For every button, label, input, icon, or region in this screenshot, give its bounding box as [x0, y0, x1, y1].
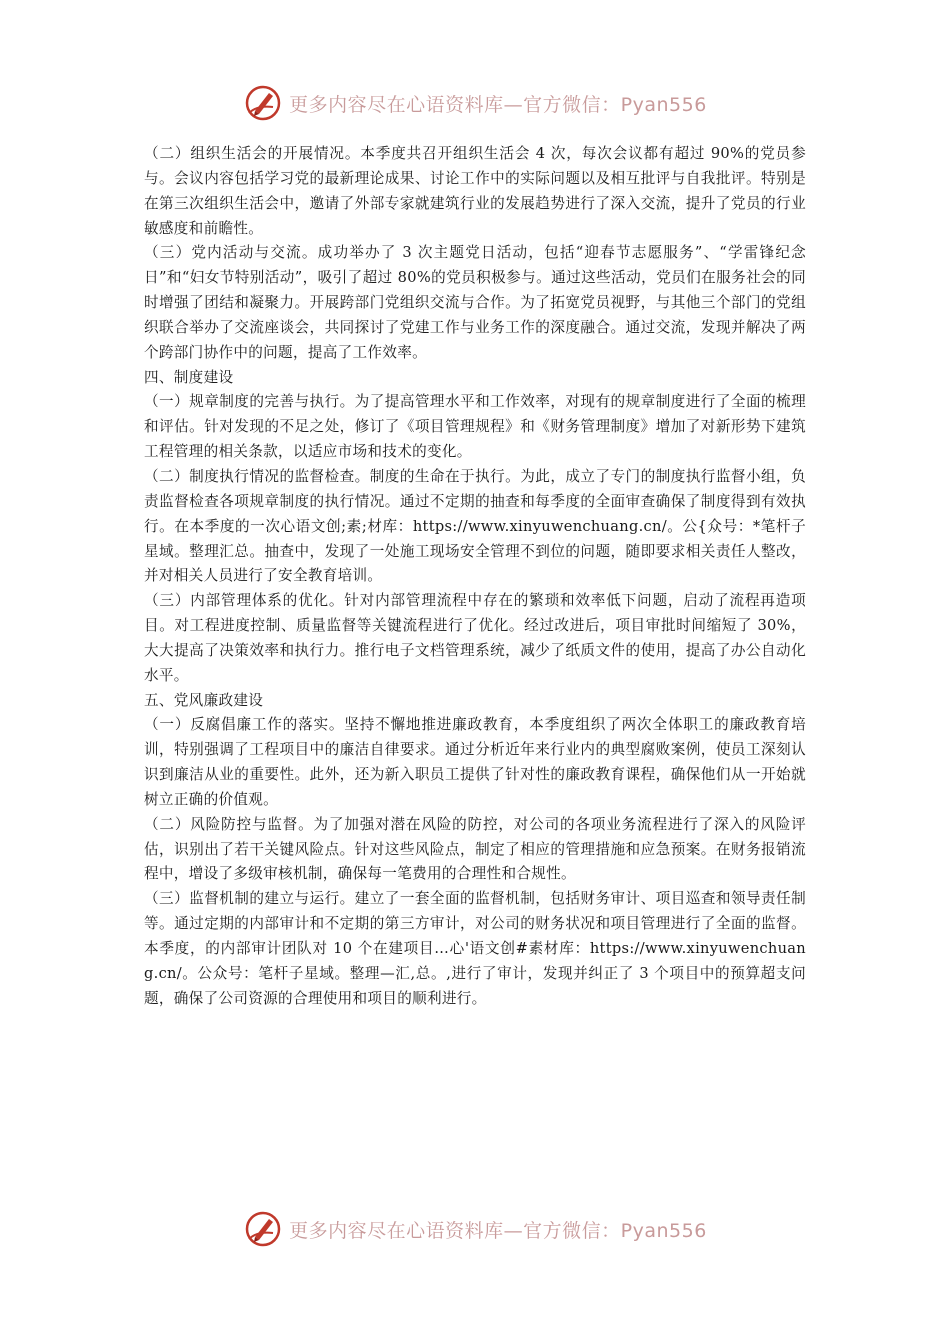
- paragraph: （三）内部管理体系的优化。针对内部管理流程中存在的繁琐和效率低下问题，启动了流程再造项目。对工程进度控制、质量监督等关键流程进行了优化。经过改进后，项目审批时间缩短了 30%，大大提高了决策效率和执行力。推行电子文档管理系统，减少了纸质文件的使用，提高了办公自动化水平。: [144, 592, 806, 684]
- section-heading: 四、制度建设: [144, 368, 234, 386]
- paragraph: （三）党内活动与交流。成功举办了 3 次主题党日活动，包括“迎春节志愿服务”、“学雷锋纪念日”和“妇女节特别活动”，吸引了超过 80%的党员积极参与。通过这些活动，党员们在服务社会的同时增强了团结和凝聚力。开展跨部门党组织交流与合作。为了拓宽党员视野，与其他三个部门的党组织联合举办了交流座谈会，共同探讨了党建工作与业务工作的深度融合。通过交流，发现并解决了两个跨部门协作中的问题，提高了工作效率。: [144, 244, 806, 361]
- section-heading: 五、党风廉政建设: [144, 691, 264, 709]
- pen-logo-icon: [243, 83, 283, 123]
- paragraph: （二）风险防控与监督。为了加强对潜在风险的防控，对公司的各项业务流程进行了深入的风险评估，识别出了若干关键风险点。针对这些风险点，制定了相应的管理措施和应急预案。在财务报销流程中，增设了多级审核机制，确保每一笔费用的合理性和合规性。: [144, 815, 806, 883]
- paragraph: （三）监督机制的建立与运行。建立了一套全面的监督机制，包括财务审计、项目巡查和领导责任制等。通过定期的内部审计和不定期的第三方审计，对公司的财务状况和项目管理进行了全面的监督。本季度，的内部审计团队对 10 个在建项目…心'语文创#素材库：https://www.xinyuwenchuang.cn/。公众号：笔杆子星域。整理—汇,总。,进行了审计，发现并纠正了 3 个项目中的预算超支问题，确保了公司资源的合理使用和项目的顺利进行。: [144, 890, 806, 1007]
- paragraph: （一）规章制度的完善与执行。为了提高管理水平和工作效率，对现有的规章制度进行了全面的梳理和评估。针对发现的不足之处，修订了《项目管理规程》和《财务管理制度》增加了对新形势下建筑工程管理的相关条款，以适应市场和技术的变化。: [144, 393, 806, 461]
- paragraph: （二）制度执行情况的监督检查。制度的生命在于执行。为此，成立了专门的制度执行监督小组，负责监督检查各项规章制度的执行情况。通过不定期的抽查和每季度的全面审查确保了制度得到有效执行。在本季度的一次心语文创;素;材库：https://www.xinyuwenchuang.cn/。公{众号：*笔杆子星域。整理汇总。抽查中，发现了一处施工现场安全管理不到位的问题，随即要求相关责任人整改，并对相关人员进行了安全教育培训。: [144, 467, 806, 585]
- paragraph: （二）组织生活会的开展情况。本季度共召开组织生活会 4 次，每次会议都有超过 90%的党员参与。会议内容包括学习党的最新理论成果、讨论工作中的实际问题以及相互批评与自我批评。特别是在第三次组织生活会中，邀请了外部专家就建筑行业的发展趋势进行了深入交流，提升了党员的行业敏感度和前瞻性。: [144, 145, 806, 237]
- banner-text: 更多内容尽在心语资料库—官方微信：Pyan556: [289, 93, 707, 116]
- paragraph: （一）反腐倡廉工作的落实。坚持不懈地推进廉政教育，本季度组织了两次全体职工的廉政教育培训，特别强调了工程项目中的廉洁自律要求。通过分析近年来行业内的典型腐败案例，使员工深刻认识到廉洁从业的重要性。此外，还为新入职员工提供了针对性的廉政教育课程，确保他们从一开始就树立正确的价值观。: [144, 716, 806, 808]
- banner-text: 更多内容尽在心语资料库—官方微信：Pyan556: [289, 1219, 707, 1242]
- pen-logo-icon: [243, 1209, 283, 1249]
- document-body: [144, 142, 806, 1012]
- footer-banner: [0, 1207, 950, 1251]
- header-banner: [0, 81, 950, 125]
